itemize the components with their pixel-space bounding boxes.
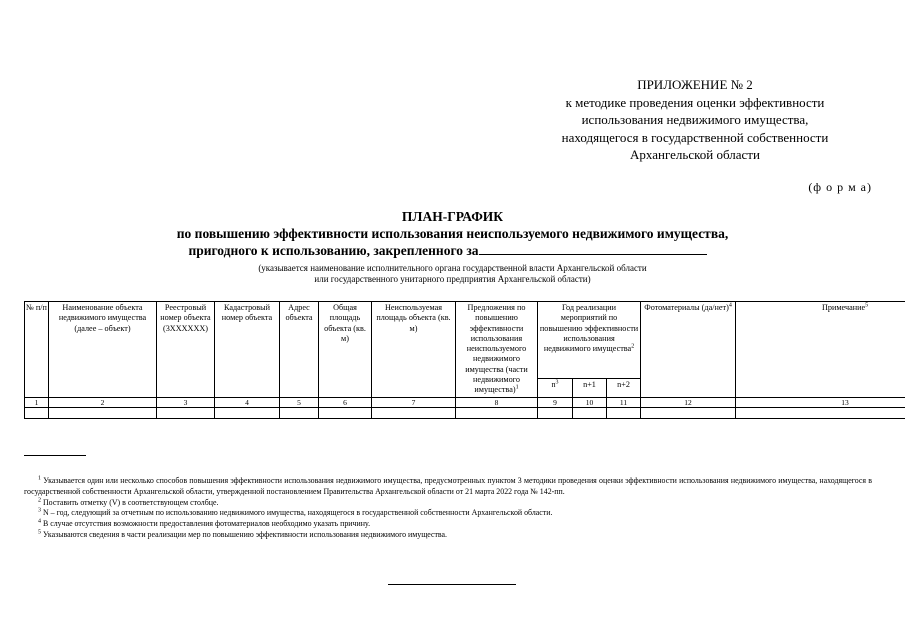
table-cell (280, 407, 319, 418)
col-header-proposals: Предложения по повышению эффективности использования неиспользуемого недвижимого имущества (части недвижимого имущества)$^1$ (456, 302, 538, 398)
appendix-line: использования недвижимого имущества, (581, 112, 809, 127)
col-header-year-n1: n+1 (573, 378, 607, 397)
table-cell (538, 407, 573, 418)
column-number: 10 (573, 397, 607, 407)
column-number-row (25, 397, 905, 407)
table-cell (25, 407, 49, 418)
column-number: 4 (215, 397, 280, 407)
column-number: 5 (280, 397, 319, 407)
appendix-header (525, 76, 865, 164)
table-header-row (25, 302, 905, 379)
column-number: 12 (641, 397, 736, 407)
column-number: 3 (157, 397, 215, 407)
table-cell (319, 407, 372, 418)
table-cell (736, 407, 905, 418)
column-number: 8 (456, 397, 538, 407)
col-header-photos: Фотоматериалы $(да/нет)^4$ (641, 302, 736, 398)
footnote: $^1$ Указывается один или несколько способов повышения эффективности использования недвижимого имущества, предусмотренных пунктом 3 методики проведения оценки эффективности использования недвижимого имущества, находящегося в государственной собственности Архангельской области, утвержденной постановлением Правительства Архангельской области от 21 марта 2022 года № 142-пп. (24, 475, 872, 496)
table-cell (607, 407, 641, 418)
col-header-year: Год реализации мероприятий по повышению эффективности использования недвижимого имущества$^2$ (538, 302, 641, 379)
organization-blank-line (479, 242, 707, 255)
table-cell (49, 407, 157, 418)
footnote-separator (24, 455, 86, 456)
column-number: 2 (49, 397, 157, 407)
table-cell (215, 407, 280, 418)
appendix-line: находящегося в государственной собственности (561, 129, 829, 145)
col-header-name: Наименование объекта недвижимого имущества (далее – объект) (49, 302, 157, 398)
appendix-line: к методике проведения оценки эффективности (565, 94, 825, 110)
col-header-index: № п/п (25, 302, 49, 398)
col-header-year-n: $n^3$ (538, 378, 573, 397)
hint-line: или государственного унитарного предприятия Архангельской области) (314, 274, 591, 284)
column-number: 6 (319, 397, 372, 407)
column-number: 7 (372, 397, 456, 407)
table-cell (157, 407, 215, 418)
column-number: 11 (607, 397, 641, 407)
col-header-registry-number: Реестровый номер объекта (3ХХХХХХ) (157, 302, 215, 398)
end-of-document-line (388, 584, 516, 585)
table-cell (372, 407, 456, 418)
column-number: 9 (538, 397, 573, 407)
col-header-address: Адрес объекта (280, 302, 319, 398)
plan-table (24, 301, 905, 419)
table-cell (456, 407, 538, 418)
appendix-line: Архангельской области (630, 147, 760, 162)
table-cell (641, 407, 736, 418)
empty-data-row (25, 407, 905, 418)
form-label: (ф о р м а) (808, 180, 872, 194)
col-header-year-n2: n+2 (607, 378, 641, 397)
column-number: 1 (25, 397, 49, 407)
col-header-cadastral-number: Кадастровый номер объекта (215, 302, 280, 398)
footnote: $^5$ Указываются сведения в части реализации мер по повышению эффективности использования недвижимого имущества. (38, 529, 448, 539)
appendix-number: ПРИЛОЖЕНИЕ № 2 (637, 77, 753, 92)
col-header-unused-area: Неиспользуемая площадь объекта (кв. м) (372, 302, 456, 398)
title-line: по повышению эффективности использования неиспользуемого недвижимого имущества, (176, 226, 729, 241)
footnotes (24, 476, 872, 541)
footnote: $^4$ В случае отсутствия возможности предоставления фотоматериалов необходимо указать причину. (38, 518, 371, 529)
organization-hint (0, 263, 905, 285)
table-cell (573, 407, 607, 418)
hint-line: (указывается наименование исполнительного органа государственной власти Архангельской области (258, 263, 647, 273)
title-line: ПЛАН-ГРАФИК (401, 209, 504, 224)
footnote: $^2$ Поставить отметку (V) в соответствующем столбце. (38, 496, 219, 507)
col-header-note: Примечание$^5$ (736, 302, 905, 398)
column-number: 13 (736, 397, 905, 407)
title-line: пригодного к использованию, закрепленного за (188, 243, 479, 258)
footnote: $^3$ N – год, следующий за отчетным по использованию недвижимого имущества, находящегося в государственной собственности Архангельской области. (38, 507, 553, 518)
document-title (0, 208, 905, 259)
col-header-total-area: Общая площадь объекта (кв. м) (319, 302, 372, 398)
